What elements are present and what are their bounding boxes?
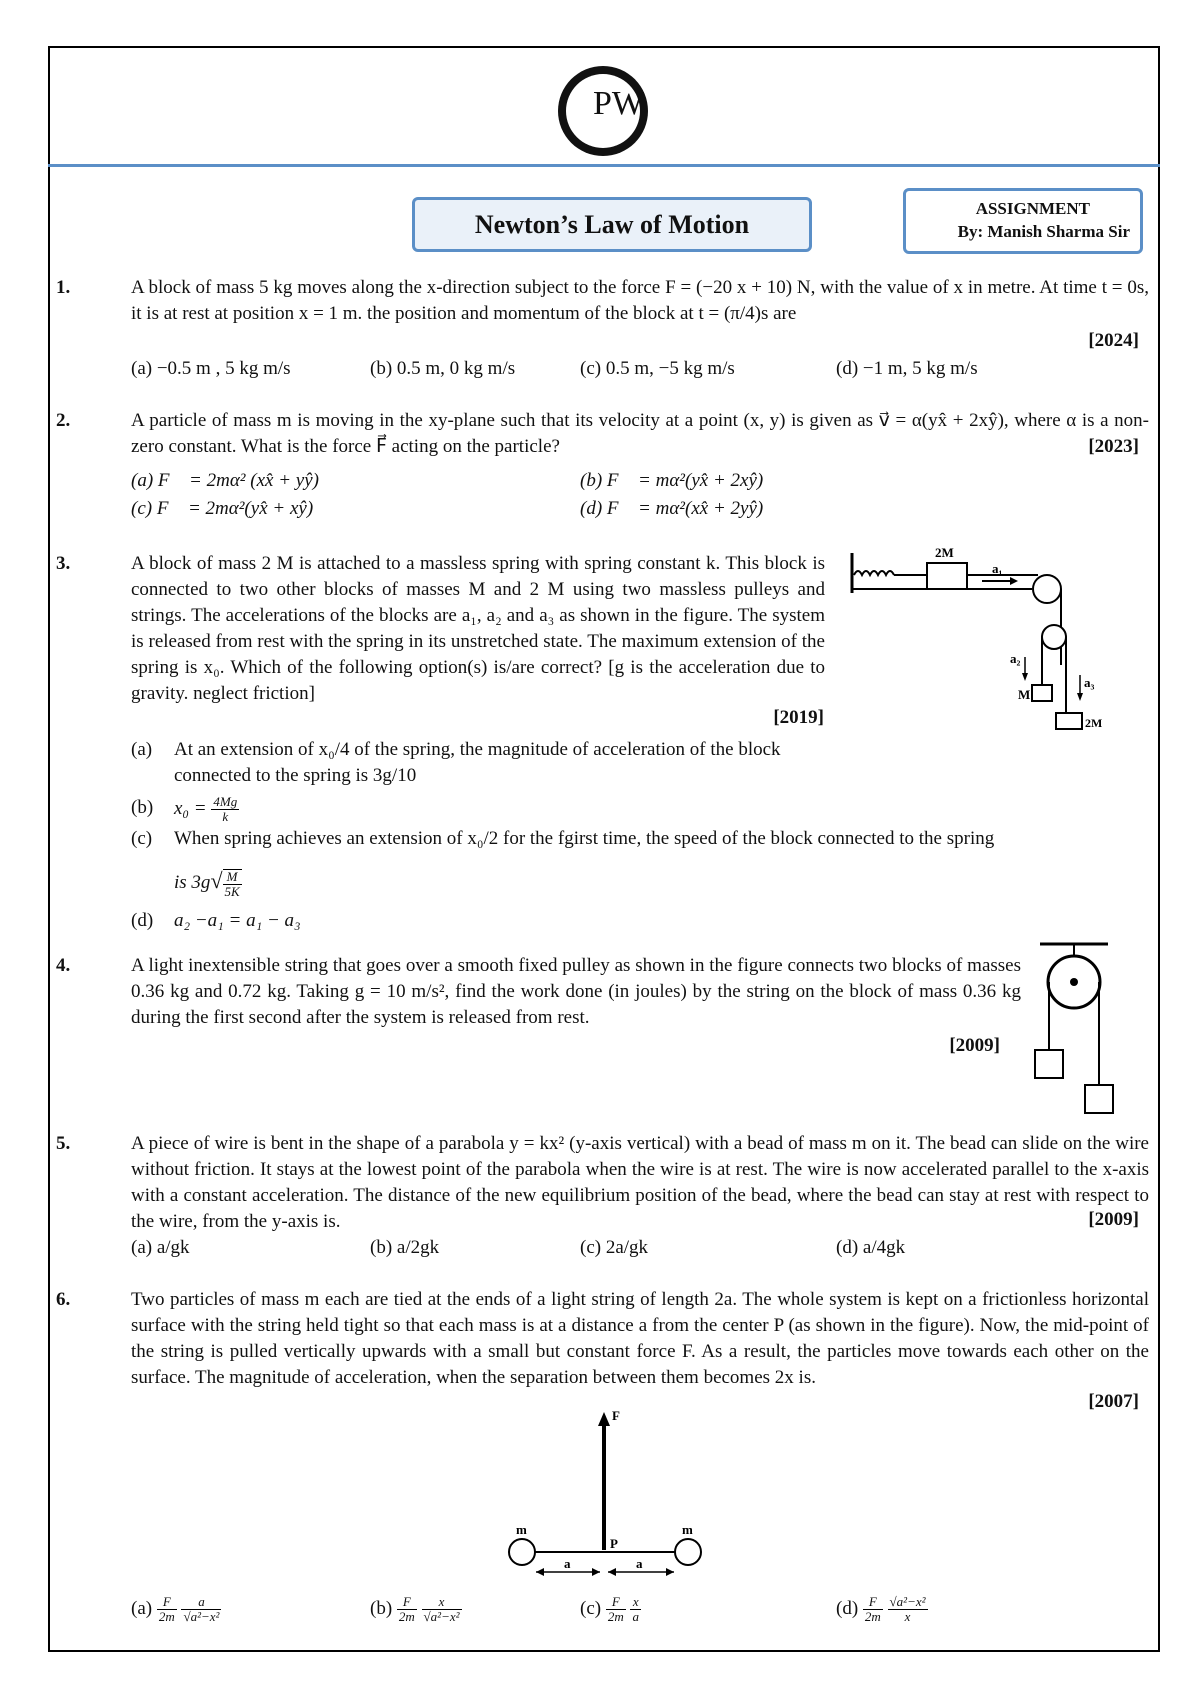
numerator: F [157, 1595, 177, 1610]
numerator: M [223, 870, 242, 885]
numerator: x [630, 1595, 641, 1610]
fraction [397, 1595, 417, 1624]
fraction [606, 1595, 626, 1624]
option-b-label: (b) [370, 1597, 393, 1619]
option-c: (c) F⃗ = 2mα²(yx̂ + xŷ) [131, 498, 314, 519]
option-c: (c) 2a/gk [580, 1237, 649, 1258]
author-label: By: Manish Sharma Sir [957, 222, 1130, 241]
denominator: 2m [398, 1609, 415, 1624]
numerator: a [181, 1595, 221, 1610]
denominator: 2m [864, 1609, 881, 1624]
numerator: F [863, 1595, 883, 1610]
fraction [422, 1595, 462, 1624]
question-year: [2007] [1088, 1391, 1139, 1412]
option-d: (d) a/4gk [836, 1237, 906, 1258]
pulley-spring-figure [842, 545, 1102, 740]
option-c [580, 1595, 641, 1624]
label-m: M [1018, 687, 1031, 702]
option-a: (a) −0.5 m , 5 kg m/s [131, 358, 291, 379]
option-d-label: (d) [131, 910, 154, 931]
option-c-cont: is 3g√ $\frac{M}{5K}$ [174, 868, 240, 899]
question-number: 3. [56, 553, 71, 574]
denominator: √a²−x² [423, 1609, 460, 1624]
option-c-value: is 3g [174, 872, 211, 893]
question-text: Two particles of mass m each are tied at the ends of a light string of length 2a. The whole system is kept on a frictionless horizontal surface with the string held tight so that each mass is at a distance a from the center P (as shown in the figure). Now, the mid-point of the string is pulled vertically upwards with a small but constant force F. As a result, the particles move towards each other on the surface. The magnitude of acceleration, when the separation between them becomes 2x is. [131, 1289, 1149, 1388]
numerator: √a²−x² [889, 1594, 926, 1609]
option-c: (c) 0.5 m, −5 kg m/s [580, 358, 735, 379]
option-b: (b) F⃗ = mα²(yx̂ + 2xŷ) [580, 470, 764, 491]
label-m-left: m [516, 1522, 527, 1537]
label-2m: 2M [935, 545, 954, 560]
option-a-label: (a) [131, 1597, 153, 1619]
option-a: (a) a/gk [131, 1237, 190, 1258]
option-c-label: (c) [131, 828, 153, 849]
option-b: (b) a/2gk [370, 1237, 440, 1258]
question-year: [2024] [1088, 330, 1139, 351]
fraction [630, 1595, 641, 1624]
label-m-right: m [682, 1522, 693, 1537]
assignment-box [903, 188, 1143, 254]
logo-p: PW [593, 85, 644, 122]
question-text: A piece of wire is bent in the shape of a parabola y = kx² (y-axis vertical) with a bead of mass m on it. The bead can slide on the wire without friction. It stays at the lowest point of the parabola when the wire is at rest. The wire is now accelerated parallel to the x-axis with a constant acceleration. The distance of the new equilibrium position of the bead, where the bead can stay at rest with respect to the wire, from the y-axis is. [131, 1133, 1149, 1232]
numerator: x [422, 1595, 462, 1610]
question-number: 2. [56, 410, 71, 431]
question-number: 5. [56, 1133, 71, 1154]
fraction [157, 1595, 177, 1624]
option-a-label: (a) [131, 739, 153, 760]
option-b [370, 1595, 462, 1624]
label-p: P [610, 1536, 618, 1551]
denominator: √a²−x² [183, 1609, 220, 1624]
denominator: x [904, 1609, 911, 1624]
option-c-label: (c) [580, 1597, 602, 1619]
assignment-label: ASSIGNMENT [975, 199, 1090, 218]
option-c: When spring achieves an extension of x₀/2 for the fgirst time, the speed of the block connected to the spring [174, 828, 995, 849]
question-number: 4. [56, 955, 71, 976]
option-b: (b) 0.5 m, 0 kg m/s [370, 358, 516, 379]
fraction [211, 795, 239, 824]
option-d: a₂ −a₁ = a₁ − a₃ [174, 910, 301, 931]
label-a1: a₁ [992, 561, 1003, 576]
option-d: (d) F⃗ = mα²(xx̂ + 2yŷ) [580, 498, 764, 519]
option-d [836, 1595, 928, 1624]
pw-logo [556, 64, 650, 158]
option-a [131, 1595, 221, 1624]
question-number: 1. [56, 277, 71, 298]
denominator: a [632, 1609, 639, 1624]
denominator: 5K [224, 883, 240, 899]
fraction [863, 1595, 883, 1624]
label-a3: a₃ [1084, 675, 1095, 690]
option-d-label: (d) [836, 1597, 859, 1619]
numerator: 4Mg [213, 794, 238, 809]
question-year: [2019] [773, 707, 824, 728]
question-number: 6. [56, 1289, 71, 1310]
denominator: 2m [158, 1609, 175, 1624]
option-b-label: (b) [131, 797, 154, 818]
fraction [888, 1595, 928, 1624]
fraction [181, 1595, 221, 1624]
fraction [223, 869, 242, 899]
question-text: A light inextensible string that goes over a smooth fixed pulley as shown in the figure connects two blocks of masses 0.36 kg and 0.72 kg. Taking g = 10 m/s², find the work done (in joules) by the string on the block of mass 0.36 kg during the first second after the system is released from rest. [131, 955, 1021, 1028]
option-b-lhs: x₀ = [174, 797, 207, 819]
string-force-figure [500, 1410, 710, 1580]
denominator: k [222, 809, 229, 824]
page-title: Newton’s Law of Motion [412, 197, 812, 252]
question-year: [2009] [1088, 1209, 1139, 1230]
numerator: F [397, 1595, 417, 1610]
label-a-left: a [564, 1556, 571, 1571]
label-a-right: a [636, 1556, 643, 1571]
option-b [174, 795, 239, 824]
label-2m-bottom: 2M [1085, 716, 1102, 730]
question-text: A particle of mass m is moving in the xy-plane such that its velocity at a point (x, y) is given as v⃗ = α(yx̂ + 2xŷ), where α is a non-zero constant. What is the force F⃗ acting on the particle? [131, 410, 1149, 457]
question-year: [2009] [949, 1035, 1000, 1056]
option-a: (a) F⃗ = 2mα² (xx̂ + yŷ) [131, 470, 319, 491]
pulley-figure [1030, 940, 1118, 1120]
question-text: A block of mass 5 kg moves along the x-direction subject to the force F = (−20 x + 10) N, with the value of x in metre. At time t = 0s, it is at rest at position x = 1 m. the position and momentum of the block at t = (π/4)s are [131, 277, 1149, 324]
numerator: F [606, 1595, 626, 1610]
option-d: (d) −1 m, 5 kg m/s [836, 358, 978, 379]
header-divider [48, 164, 1160, 167]
denominator: 2m [607, 1609, 624, 1624]
question-text: A block of mass 2 M is attached to a massless spring with spring constant k. This block is connected to two other blocks of masses M and 2 M using two massless pulleys and strings. The accelerations of the blocks are a₁, a₂ and a₃ as shown in the figure. The system is released from rest with the spring in its unstretched state. The maximum extension of the spring is x₀. Which of the following option(s) is/are correct? [g is the acceleration due to gravity. neglect friction] [131, 553, 825, 704]
label-a2: a₂ [1010, 651, 1021, 666]
option-a: At an extension of x₀/4 of the spring, the magnitude of acceleration of the block connected to the spring is 3g/10 [174, 739, 781, 786]
question-year: [2023] [1088, 436, 1139, 457]
label-f: F [612, 1410, 620, 1423]
